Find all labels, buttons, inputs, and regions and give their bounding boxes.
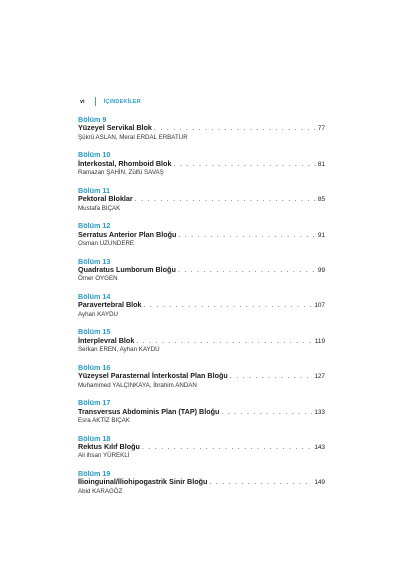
chapter-number: Bölüm 15 [78,327,111,337]
toc-entry [78,470,325,496]
dot-leader [142,443,312,451]
chapter-number: Bölüm 18 [78,433,111,443]
dot-leader [135,195,316,203]
chapter-authors: Mustafa BIÇAK [78,204,121,212]
toc-entry [78,187,325,213]
chapter-title: İnterplevral Blok [78,335,135,345]
chapter-number: Bölüm 9 [78,115,107,124]
chapter-title-line [78,266,325,275]
chapter-authors: Şükrü ASLAN, Meral ERDAL ERBATUR [78,133,188,141]
dot-leader [173,160,315,168]
chapter-page: 143 [314,444,325,452]
chapter-page: 81 [317,160,325,168]
chapter-authors: Ömer OYGEN [78,275,118,283]
chapter-title-line [78,195,325,204]
toc-entry [78,258,325,284]
chapter-title: Pektoral Bloklar [78,194,133,204]
chapter-title: Rektus Kılıf Bloğu [78,442,140,452]
chapter-title-line [78,443,325,452]
chapter-page: 91 [317,231,325,239]
chapter-title: Paravertebral Blok [78,300,142,310]
chapter-authors: Abid KARAGÖZ [78,487,123,495]
dot-leader [154,124,316,132]
toc-entry [78,116,325,142]
page-number: vi [80,98,85,105]
chapter-page: 77 [317,125,325,133]
table-of-contents [78,116,325,505]
chapter-page: 107 [314,302,325,310]
chapter-authors: Serkan EREN, Ayhan KAYDU [78,346,160,354]
chapter-page: 149 [314,479,325,487]
chapter-title: Yüzeyel Servikal Blok [78,123,152,133]
chapter-authors: Esra AKTİZ BIÇAK [78,417,130,425]
toc-entry [78,435,325,461]
toc-entry [78,151,325,177]
chapter-number: Bölüm 16 [78,362,111,372]
chapter-number: Bölüm 17 [78,398,111,408]
chapter-number: Bölüm 10 [78,150,111,160]
toc-entry [78,293,325,319]
chapter-title: İlioinguinal/İliohipogastrik Sinir Bloğu [78,477,208,487]
running-header [80,97,141,106]
chapter-title-line [78,478,325,487]
toc-entry [78,399,325,425]
chapter-page: 127 [314,373,325,381]
header-divider [95,97,96,106]
chapter-title: İnterkostal, Rhomboid Blok [78,158,172,168]
dot-leader [178,231,316,239]
dot-leader [221,408,312,416]
toc-entry [78,222,325,248]
chapter-title-line [78,408,325,417]
chapter-title: Yüzeysel Parasternal İnterkostal Plan Bloğu [78,371,228,381]
chapter-authors: Ayhan KAYDU [78,310,119,318]
chapter-title-line [78,160,325,169]
dot-leader [178,266,316,274]
chapter-page: 99 [317,267,325,275]
toc-entry [78,364,325,390]
dot-leader [230,372,313,380]
chapter-page: 119 [314,337,325,345]
chapter-page: 133 [314,408,325,416]
chapter-page: 85 [317,196,325,204]
chapter-authors: Osman UZUNDERE [78,240,135,248]
chapter-authors: Ramazan ŞAHİN, Zülfü SAVAŞ [78,169,164,177]
chapter-title-line [78,231,325,240]
section-title: İÇINDEKİLER [103,98,141,105]
chapter-number: Bölüm 13 [78,256,111,266]
chapter-title: Transversus Abdominis Plan (TAP) Bloğu [78,406,220,416]
chapter-title-line [78,124,325,133]
dot-leader [209,478,312,486]
chapter-title: Quadratus Lumborum Bloğu [78,265,176,275]
dot-leader [136,337,312,345]
chapter-title-line [78,301,325,310]
chapter-number: Bölüm 14 [78,292,111,302]
toc-entry [78,328,325,354]
chapter-authors: Muhammed YALÇINKAYA, İbrahim ANDAN [78,381,197,389]
chapter-number: Bölüm 11 [78,185,110,195]
chapter-authors: Ali ihsan YÜREKLİ [78,452,130,460]
dot-leader [144,301,313,309]
chapter-number: Bölüm 19 [78,469,111,479]
chapter-title: Serratus Anterior Plan Bloğu [78,229,177,239]
chapter-title-line [78,337,325,346]
chapter-title-line [78,372,325,381]
chapter-number: Bölüm 12 [78,221,111,231]
